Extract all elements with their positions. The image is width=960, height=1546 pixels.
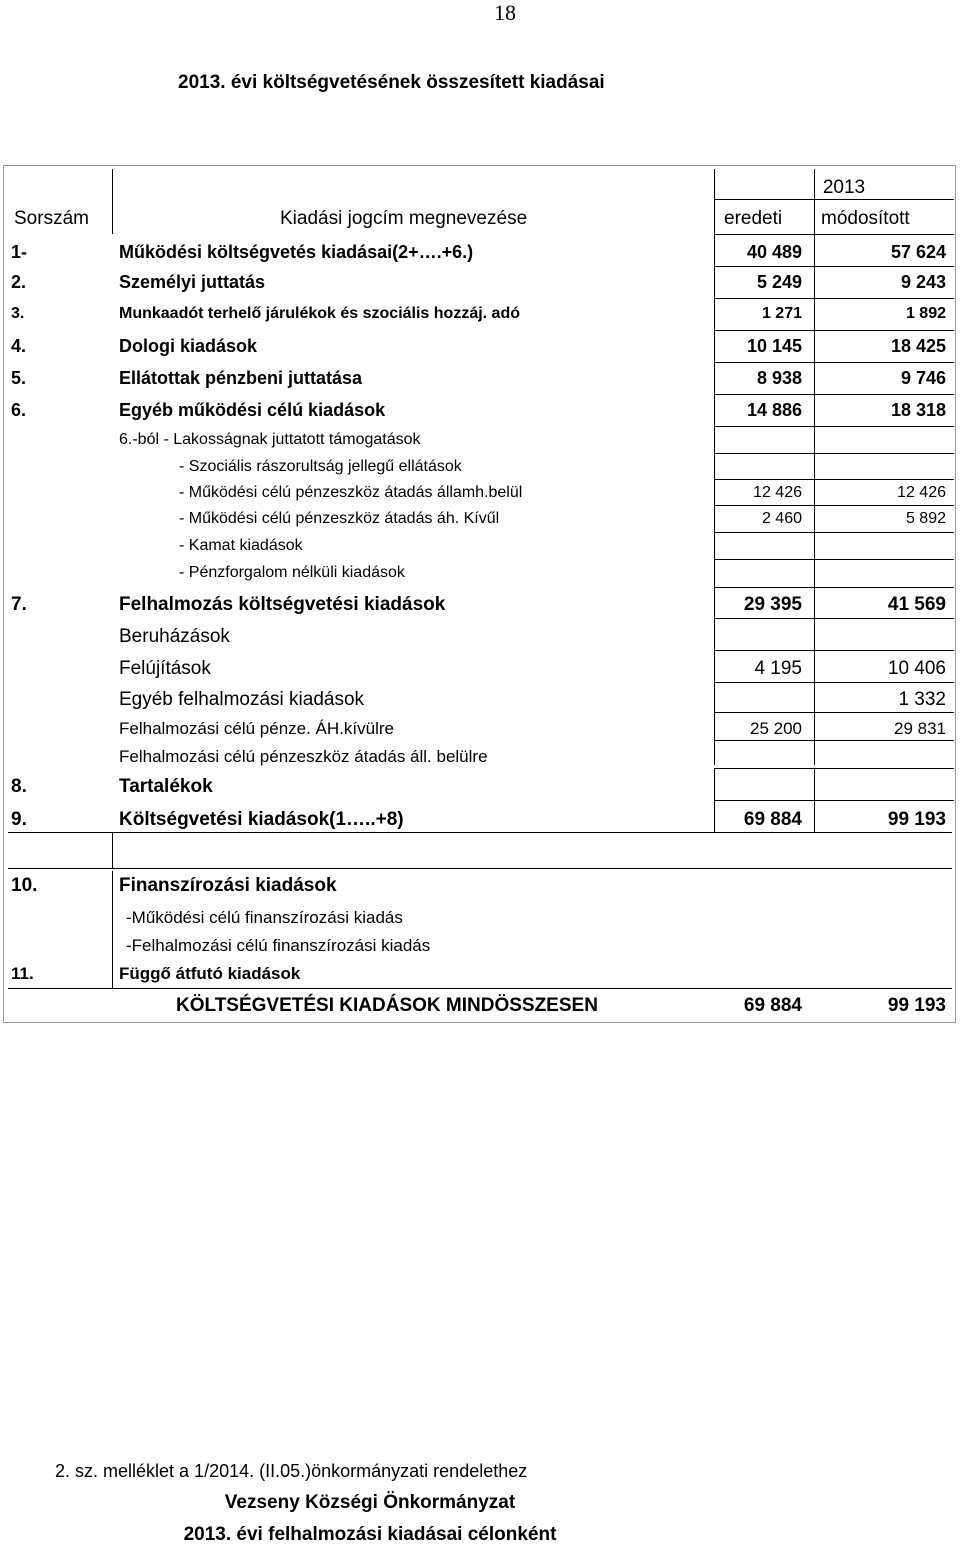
row-modified: 41 569	[887, 594, 946, 615]
municipality-name: Vezseny Községi Önkormányzat	[224, 1492, 516, 1513]
row-modified: 9 243	[900, 272, 946, 292]
expenditure-table	[3, 165, 956, 1023]
header-col-original: eredeti	[724, 208, 783, 229]
column-divider	[112, 832, 113, 868]
row-divider	[714, 505, 954, 506]
row-modified: 29 831	[894, 719, 946, 738]
row-number: 4.	[11, 336, 27, 356]
column-divider	[814, 169, 815, 765]
row-name: Munkaadót terhelő járulékok és szociális hozzáj. adó	[119, 305, 520, 322]
row-modified: 10 406	[887, 658, 946, 679]
row-name: -Működési célú finanszírozási kiadás	[126, 908, 403, 927]
row-number: 2.	[11, 272, 27, 292]
row-modified: 18 318	[890, 400, 946, 420]
row-divider	[714, 682, 954, 683]
row-divider	[714, 199, 954, 200]
row-name: Ellátottak pénzbeni juttatása	[119, 368, 363, 388]
row-original: 10 145	[746, 336, 802, 356]
row-original: 14 886	[746, 400, 802, 420]
row-divider	[8, 868, 952, 869]
row-modified: 18 425	[890, 336, 946, 356]
header-col-number: Sorszám	[14, 208, 89, 229]
row-original: 8 938	[756, 368, 802, 388]
row-divider	[714, 234, 954, 235]
row-modified: 9 746	[900, 368, 946, 388]
row-modified: 12 426	[897, 484, 946, 501]
row-number: 6.	[11, 400, 27, 420]
row-name: Felújítások	[119, 658, 211, 679]
row-divider	[714, 426, 954, 427]
row-original: 4 195	[754, 658, 802, 679]
row-divider	[714, 768, 954, 769]
header-year: 2013	[822, 177, 866, 198]
row-name: - Működési célú pénzeszköz átadás államh.belül	[179, 484, 523, 501]
row-divider	[714, 479, 954, 480]
row-divider	[714, 532, 954, 533]
page-number: 18	[494, 0, 516, 25]
row-modified: 5 892	[905, 510, 946, 527]
row-name: Egyéb felhalmozási kiadások	[119, 689, 365, 710]
row-number: 5.	[11, 368, 27, 388]
header-col-name: Kiadási jogcím megnevezése	[280, 208, 528, 229]
document-title: 2013. évi költségvetésének összesített kiadásai	[178, 72, 605, 93]
row-original: 40 489	[746, 242, 802, 262]
header-col-modified: módosított	[821, 208, 910, 229]
row-divider	[714, 394, 954, 395]
row-divider	[714, 618, 954, 619]
row-original: 2 460	[761, 510, 802, 527]
row-number: 1-	[11, 242, 28, 262]
row-original: 29 395	[743, 594, 802, 615]
row-modified: 57 624	[890, 242, 946, 262]
row-divider	[714, 266, 954, 267]
row-original: 1 271	[761, 305, 802, 322]
row-name: Felhalmozás költségvetési kiadások	[119, 594, 446, 615]
row-name: 6.-ból - Lakosságnak juttatott támogatások	[119, 431, 421, 448]
row-number: 3.	[11, 305, 25, 322]
row-number: 10.	[11, 875, 38, 896]
row-name: Dologi kiadások	[119, 336, 258, 356]
row-name: - Szociális rászorultság jellegű ellátások	[179, 458, 462, 475]
annex-reference: 2. sz. melléklet a 1/2014. (II.05.)önkormányzati rendelethez	[55, 1461, 528, 1481]
row-modified: 1 892	[905, 305, 946, 322]
row-name: Működési költségvetés kiadásai(2+….+6.)	[119, 242, 474, 262]
row-name: Finanszírozási kiadások	[119, 875, 337, 896]
row-name: Felhalmozási célú pénze. ÁH.kívülre	[119, 719, 394, 738]
column-divider	[112, 169, 113, 234]
row-divider	[714, 712, 954, 713]
row-name: -Felhalmozási célú finanszírozási kiadás	[126, 936, 431, 955]
row-original: 69 884	[743, 809, 802, 830]
row-modified: 1 332	[898, 689, 946, 710]
row-modified: 99 193	[887, 995, 946, 1016]
row-name: - Pénzforgalom nélküli kiadások	[179, 564, 405, 581]
row-name: Beruházások	[119, 626, 230, 647]
column-divider	[714, 169, 715, 765]
row-name: Személyi juttatás	[119, 272, 266, 292]
row-divider	[8, 832, 952, 833]
row-name: Felhalmozási célú pénzeszköz átadás áll. belülre	[119, 747, 488, 766]
row-name: - Működési célú pénzeszköz átadás áh. Kívűl	[179, 510, 500, 527]
row-name: Függő átfutó kiadások	[119, 964, 301, 983]
row-modified: 99 193	[887, 809, 946, 830]
row-divider	[714, 559, 954, 560]
row-divider	[8, 988, 952, 989]
row-name: Tartalékok	[119, 776, 213, 797]
row-number: 9.	[11, 809, 27, 830]
row-name: KÖLTSÉGVETÉSI KIADÁSOK MINDÖSSZESEN	[176, 995, 598, 1016]
row-divider	[714, 362, 954, 363]
row-number: 8.	[11, 776, 27, 797]
row-divider	[714, 330, 954, 331]
row-original: 12 426	[753, 484, 802, 501]
next-section-title: 2013. évi felhalmozási kiadásai célonként	[183, 1524, 557, 1545]
row-divider	[714, 298, 954, 299]
row-name: Egyéb működési célú kiadások	[119, 400, 386, 420]
row-name: - Kamat kiadások	[179, 537, 303, 554]
row-original: 25 200	[750, 719, 802, 738]
row-divider	[714, 740, 954, 741]
row-original: 69 884	[743, 995, 802, 1016]
row-divider	[714, 453, 954, 454]
row-number: 11.	[11, 964, 34, 983]
row-divider	[714, 800, 954, 801]
row-divider	[714, 650, 954, 651]
column-divider	[112, 871, 113, 988]
row-original: 5 249	[756, 272, 802, 292]
row-number: 7.	[11, 594, 27, 615]
row-name: Költségvetési kiadások(1…..+8)	[119, 809, 404, 830]
row-divider	[714, 587, 954, 588]
